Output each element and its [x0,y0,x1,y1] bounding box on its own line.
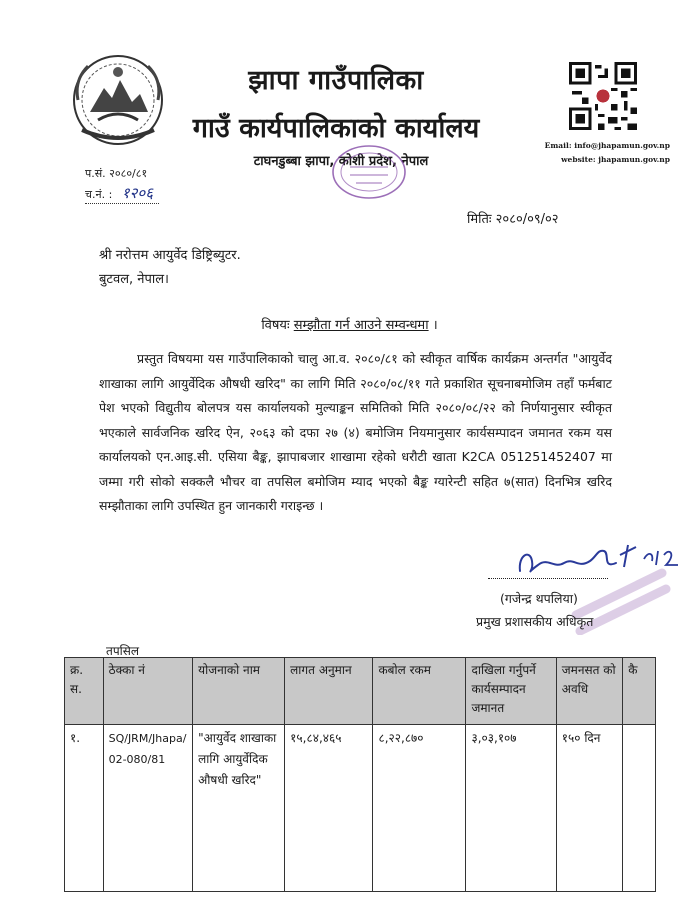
header-remarks: कै [623,658,656,725]
cell-guarantee: ३,०३,१०७ [466,725,556,892]
qr-code-icon [569,62,637,130]
letter-date: मितिः २०८०/०९/०२ [467,212,559,227]
cell-remarks [623,725,656,892]
subject-line [0,315,699,333]
header-contract-no: ठेक्का नं [103,658,193,725]
header-sn: क्र. स. [65,658,104,725]
dispatch-value: १२०६ [121,184,153,202]
table-header-row [65,658,656,725]
header-project: योजनाको नाम [193,658,285,725]
office-stamp-icon [318,143,420,201]
contract-table [64,657,656,892]
annex-caption: तपसिल [106,644,140,658]
recipient-name: श्री नरोत्तम आयुर्वेद डिष्ट्रिब्युटर. [99,248,241,263]
recipient-address: बुटवल, नेपाल। [99,272,169,287]
header-estimate: लागत अनुमान [285,658,373,725]
subject-label: विषयः [261,318,290,333]
subject-end: । [432,318,438,333]
website-text: website: jhapamun.gov.np [561,155,670,164]
header-period: जमनसत को अवधि [556,658,623,725]
signatory-title: प्रमुख प्रशासकीय अधिकृत [476,614,594,629]
office-name: झापा गाउँपालिका [248,65,424,96]
cell-sn: १. [65,725,104,892]
dispatch-label: च.नं. : [85,188,113,201]
email-text: Email: info@jhapamun.gov.np [544,141,670,150]
letter-number: प.सं. २०८०/८१ [85,167,148,180]
office-address: टाघनडुब्बा झापा, कोशी प्रदेश, नेपाल [253,154,429,169]
signatory-name: (गजेन्द्र थपलिया) [500,591,578,606]
cell-project: "आयुर्वेद शाखाका लागि आयुर्वेदिक औषधी खरिद" [193,725,285,892]
cell-bid: ८,२२,८७० [373,725,466,892]
cell-estimate: १५,८४,४६५ [285,725,373,892]
table-row [65,725,656,892]
office-subtitle: गाउँ कार्यपालिकाको कार्यालय [192,113,480,144]
header-guarantee: दाखिला गर्नुपर्ने कार्यसम्पादन जमानत [466,658,556,725]
dispatch-number [85,183,159,204]
nepal-emblem-icon [68,50,168,150]
contact-info [500,139,670,167]
header-bid: कबोल रकम [373,658,466,725]
subject-text: सम्झौता गर्न आउने सम्वन्धमा [293,318,429,333]
letter-body: प्रस्तुत विषयमा यस गाउँपालिकाको चालु आ.व. २०८०/८१ को स्वीकृत वार्षिक कार्यक्रम अन्तर्गत "आयुर्वेद शाखाका लागि आयुर्वेदिक औषधी खरिद" का लागि मिति २०८०/०८/११ गते प्रकाशित सूचनाबमोजिम तहाँ फर्मबाट पेश भएको विद्युतीय बोलपत्र यस कार्यालयको मुल्याङ्कन समितिको मिति २०८०/०८/२२ को निर्णयानुसार स्वीकृत भएकाले सार्वजनिक खरिद ऐन, २०६३ को दफा २७ (४) बमोजिम नियमानुसार कार्यसम्पादन जमानत रकम यस कार्यालयको एन.आइ.सी. एसिया बैङ्क, झापाबजार शाखामा रहेको धरौटी खाता K2CA 051251452407 मा जम्मा गरी सोको सक्कलै भौचर वा तपसिल बमोजिम म्याद भएको बैङ्क ग्यारेन्टी सहित ७(सात) दिनभित्र खरिद सम्झौताका लागि उपस्थित हुन जानकारी गराइन्छ । [99,351,612,513]
cell-period: १५० दिन [556,725,623,892]
cell-contract-no: SQ/JRM/Jhapa/02-080/81 [103,725,193,892]
